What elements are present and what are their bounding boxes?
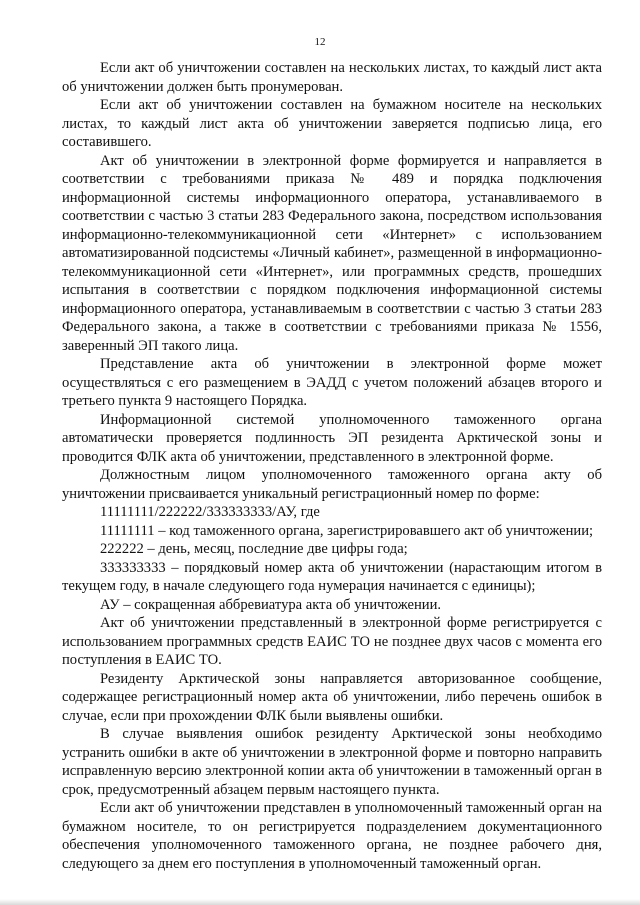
scan-edge [0, 899, 640, 905]
format-item-code: 11111111 – код таможенного органа, зарегистрировавшего акт об уничтожении; [100, 522, 594, 539]
document-body [62, 59, 602, 873]
paragraph: Если акт об уничтожении представлен в уполномоченный таможенный орган на бумажном носителе, то он регистрируется подразделением документационного обеспечения уполномоченного таможенного органа, не позднее рабочего дня, следующего за днем его поступления в уполномоченный таможенный орган. [62, 800, 602, 872]
paragraph: Должностным лицом уполномоченного таможенного органа акту об уничтожении присваивается уникальный регистрационный номер по форме: [62, 467, 602, 502]
paragraph: Акт об уничтожении представленный в электронной форме регистрируется с использованием программных средств ЕАИС ТО не позднее двух часов с момента его поступления в ЕАИС ТО. [62, 615, 602, 668]
format-item-sequence: 333333333 – порядковый номер акта об уничтожении (нарастающим итогом в текущем году, в начале следующего года нумерация начинается с единицы); [62, 559, 602, 594]
paragraph: Если акт об уничтожении составлен на бумажном носителе на нескольких листах, то каждый лист акта об уничтожении заверяется подписью лица, его составившего. [62, 97, 602, 150]
paragraph: Представление акта об уничтожении в электронной форме может осуществляться с его размещением в ЭАДД с учетом положений абзацев второго и третьего пункта 9 настоящего Порядка. [62, 356, 602, 409]
paragraph: Информационной системой уполномоченного таможенного органа автоматически проверяется подлинность ЭП резидента Арктической зоны и проводится ФЛК акта об уничтожении, представленного в электронной форме. [62, 411, 602, 465]
paragraph: Резиденту Арктической зоны направляется авторизованное сообщение, содержащее регистрационный номер акта об уничтожении, либо перечень ошибок в случае, если при прохождении ФЛК были выявлены ошибки. [62, 670, 602, 724]
registration-number-format: 11111111/222222/333333333/АУ, где [100, 504, 320, 520]
paragraph: Акт об уничтожении в электронной форме формируется и направляется в соответствии с требованиями приказа № 489 и порядка подключения информационной системы информационного оператора, устанавливаемого в соответствии с частью 3 статьи 283 Федерального закона, посредством использования информационно-телекоммуникационной сети «Интернет» с использованием автоматизированной подсистемы «Личный кабинет», размещенной в информационно-телекоммуникационной сети «Интернет», или программных средств, прошедших испытания в соответствии с порядком подключения информационной системы информационного оператора, устанавливаемым в соответствии с частью 3 статьи 283 Федерального закона, а также в соответствии с требованиями приказа № 1556, заверенный ЭП такого лица. [62, 152, 602, 354]
paragraph: Если акт об уничтожении составлен на нескольких листах, то каждый лист акта об уничтожении должен быть пронумерован. [62, 60, 602, 95]
page-number: 12 [314, 36, 326, 48]
paragraph: В случае выявления ошибок резиденту Арктической зоны необходимо устранить ошибки в акте об уничтожении в электронной форме и повторно направить исправленную версию электронной копии акта об уничтожении в таможенный орган в срок, предусмотренный абзацем первым настоящего пункта. [62, 726, 602, 798]
format-item-date: 222222 – день, месяц, последние две цифры года; [100, 541, 408, 557]
format-item-abbreviation: АУ – сокращенная аббревиатура акта об уничтожении. [100, 596, 442, 613]
